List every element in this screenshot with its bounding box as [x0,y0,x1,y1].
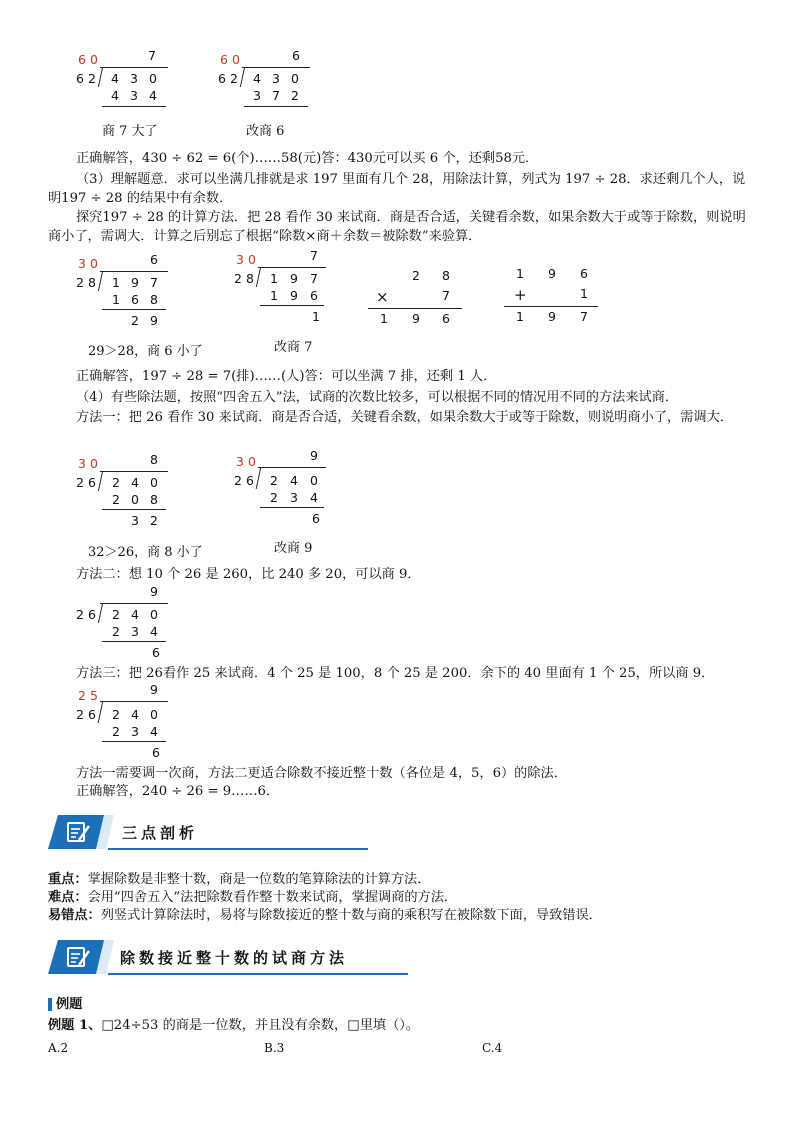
divisor: 28 [234,271,258,286]
section-title: 三点剖析 [122,824,199,842]
product-digit: 2 [270,490,278,505]
mult-result-digit: 9 [412,311,420,326]
answer-line-2: 正确解答，197 ÷ 28 = 7(排)……(人)答：可以坐满 7 排，还剩 1 人． [76,369,497,384]
option-b[interactable]: B.3 [264,1041,285,1055]
notepad-pencil-icon [66,945,92,969]
quotient: 9 [150,584,158,599]
caption: 改商 6 [246,124,285,139]
mult-result-digit: 1 [380,311,388,326]
section-title: 除数接近整十数的试商方法 [120,949,349,967]
long-division-2 [218,50,318,112]
dividend-digit: 7 [310,271,318,286]
dividend-digit: 1 [270,271,278,286]
product-digit: 9 [290,288,298,303]
divisor: 26 [76,475,100,490]
dividend-digit: 0 [149,71,157,86]
product-digit: 4 [149,88,157,103]
dividend-digit: 2 [112,607,120,622]
example-question [48,1017,419,1034]
long-division-7 [74,582,174,662]
dividend-digit: 0 [150,607,158,622]
quotient: 7 [310,248,318,263]
product-digit: 3 [253,88,261,103]
dividend-digit: 0 [150,475,158,490]
product-digit: 3 [131,724,139,739]
dividend-digit: 2 [112,707,120,722]
summary-line: 方法一需要调一次商，方法二更适合除数不接近整十数（各位是 4，5，6）的除法． [76,766,567,781]
dividend-digit: 0 [310,473,318,488]
paragraph-4: （4）有些除法题，按照“四舍五入”法，试商的次数比较多，可以根据不同的情况用不同的方法来试商． [76,390,679,405]
method-one: 方法一：把 26 看作 30 来试商．商是否合适，关键看余数，如果余数大于或等于除数，则说明商小了，需调大． [76,410,733,425]
product-digit: 1 [112,292,120,307]
dividend-digit: 2 [270,473,278,488]
dividend-digit: 4 [290,473,298,488]
dividend-digit: 4 [253,71,261,86]
notepad-pencil-icon [66,820,92,844]
dividend-digit: 0 [150,707,158,722]
key-point-label: 重点： [48,872,88,887]
multiplication-check [368,268,464,328]
paragraph-explore: 探究197 ÷ 28 的计算方法．把 28 看作 30 来试商．商是否合适，关键看余数，如果余数大于或等于除数，则说明商小了，需调大．计算之后别忘了根据“除数×商＋余数＝被除数”来验算． [48,210,746,244]
remainder-digit: 6 [152,745,160,760]
dividend-digit: 9 [290,271,298,286]
divisor: 62 [218,71,242,86]
product-digit: 2 [112,624,120,639]
remainder-digit: 2 [131,313,139,328]
trial-divisor: 60 [78,52,102,67]
product-digit: 6 [131,292,139,307]
trial-divisor: 25 [78,688,102,703]
error-prone-label: 易错点： [48,908,101,923]
divisor: 26 [234,473,258,488]
addition-check [504,266,600,326]
dividend-digit: 1 [112,275,120,290]
method-three: 方法三：把 26看作 25 来试商．4 个 25 是 100，8 个 25 是 200．余下的 40 里面有 1 个 25，所以商 9． [76,666,715,681]
trial-divisor: 30 [236,252,260,267]
product-digit: 6 [310,288,318,303]
product-digit: 2 [291,88,299,103]
plus-sign: + [514,286,527,304]
add-result-digit: 7 [580,309,588,324]
banner-graphic [48,815,428,851]
dividend-digit: 3 [272,71,280,86]
product-digit: 3 [130,88,138,103]
dividend-digit: 4 [111,71,119,86]
example-question-label: 例题 1、 [48,1018,102,1033]
add-result-digit: 1 [516,309,524,324]
caption: 改商 7 [274,340,313,355]
quotient: 6 [292,48,300,63]
quotient: 9 [150,682,158,697]
difficult-point-text: 会用“四舍五入”法把除数看作整十数来试商，掌握调商的方法． [87,890,458,905]
trial-divisor: 30 [78,256,102,271]
product-digit: 2 [112,724,120,739]
product-digit: 1 [270,288,278,303]
long-division-5 [74,452,174,532]
quotient: 8 [150,452,158,467]
remainder-digit: 1 [312,309,320,324]
paragraph-3: （3）理解题意．求可以坐满几排就是求 197 里面有几个 28，用除法计算，列式为 197 ÷ 28．求还剩几个人，说明197 ÷ 28 的结果中有余数． [48,172,746,206]
product-digit: 4 [111,88,119,103]
long-division-1 [74,50,174,112]
dividend-digit: 7 [150,275,158,290]
dividend-digit: 3 [130,71,138,86]
dividend-digit: 0 [291,71,299,86]
section-banner [48,815,428,847]
trial-divisor: 30 [236,454,260,469]
mult-top-digit: 8 [442,268,450,283]
product-digit: 7 [272,88,280,103]
dividend-digit: 4 [131,475,139,490]
trial-divisor: 30 [78,456,102,471]
difficult-point-label: 难点： [48,890,88,905]
remainder-digit: 9 [150,313,158,328]
add-bottom-digit: 1 [580,286,588,301]
caption: 商 7 大了 [102,124,158,139]
option-c[interactable]: C.4 [482,1041,503,1055]
dividend-digit: 4 [131,607,139,622]
example-marker [48,998,52,1011]
dividend-digit: 9 [131,275,139,290]
remainder-digit: 6 [312,511,320,526]
quotient: 9 [310,448,318,463]
divisor: 28 [76,275,100,290]
key-point [48,871,430,888]
dividend-digit: 2 [112,475,120,490]
product-digit: 4 [150,724,158,739]
add-result-digit: 9 [548,309,556,324]
remainder-digit: 3 [131,513,139,528]
dividend-digit: 4 [131,707,139,722]
add-top-digit: 6 [580,266,588,281]
product-digit: 8 [150,492,158,507]
add-top-digit: 1 [516,266,524,281]
key-point-text: 掌握除数是非整十数，商是一位数的笔算除法的计算方法． [87,872,431,887]
error-prone-text: 列竖式计算除法时，易将与除数接近的整十数与商的乘积写在被除数下面，导致错误． [100,908,602,923]
mult-bottom-digit: 7 [442,288,450,303]
mult-top-digit: 2 [412,268,420,283]
caption: 29＞28，商 6 小了 [88,344,203,359]
long-division-4 [234,248,334,328]
section-banner [48,940,428,972]
remainder-digit: 2 [150,513,158,528]
method-two: 方法二：想 10 个 26 是 260，比 240 多 20，可以商 9． [76,567,421,582]
trial-divisor: 60 [220,52,244,67]
product-digit: 4 [150,624,158,639]
divisor: 26 [76,707,100,722]
option-a[interactable]: A.2 [48,1041,69,1055]
remainder-digit: 6 [152,645,160,660]
mult-result-digit: 6 [442,311,450,326]
example-question-text: □24÷53 的商是一位数，并且没有余数，□里填（）。 [101,1018,420,1033]
product-digit: 3 [290,490,298,505]
product-digit: 2 [112,492,120,507]
quotient: 6 [150,252,158,267]
long-division-8 [74,680,174,760]
divisor: 26 [76,607,100,622]
error-prone-point [48,907,602,924]
times-sign: × [376,288,389,306]
answer-line-1: 正确解答，430 ÷ 62 = 6(个)……58(元)答：430元可以买 6 个，还剩58元． [76,151,539,166]
product-digit: 0 [131,492,139,507]
add-top-digit: 9 [548,266,556,281]
long-division-3 [74,252,174,332]
caption: 改商 9 [274,541,313,556]
difficult-point [48,889,457,906]
product-digit: 4 [310,490,318,505]
caption: 32＞26，商 8 小了 [88,545,203,560]
quotient: 7 [148,48,156,63]
example-heading: 例题 [56,997,83,1012]
long-division-6 [234,448,334,528]
answer-line-3: 正确解答，240 ÷ 26 = 9……6． [76,784,280,799]
product-digit: 3 [131,624,139,639]
product-digit: 8 [150,292,158,307]
divisor: 62 [76,71,100,86]
